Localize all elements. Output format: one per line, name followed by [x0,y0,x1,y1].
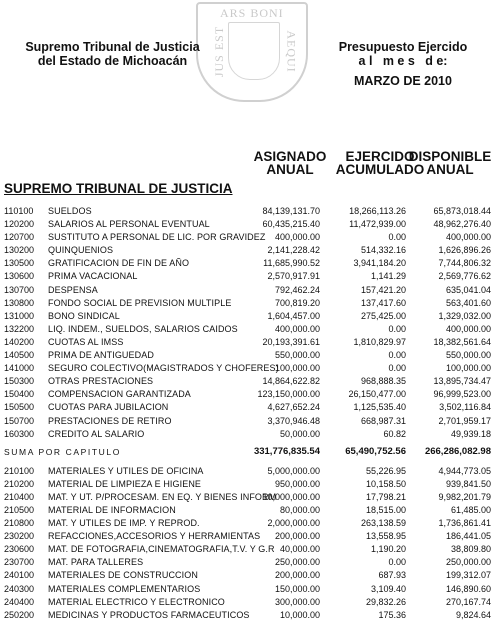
row-description: MATERIALES COMPLEMENTARIOS [48,583,201,594]
budget-group-1 [0,205,500,441]
row-description: MAT. DE FOTOGRAFIA,CINEMATOGRAFIA,T.V. Y G.R [48,544,275,555]
row-code: 120700 [4,232,35,243]
row-description: MATERIAL DE LIMPIEZA E HIGIENE [48,478,202,489]
row-code: 120200 [4,219,35,230]
row-disponible: 563,401.60 [445,297,491,308]
row-disponible: 1,329,032.00 [438,310,491,321]
row-code: 132200 [4,323,35,334]
row-code: 110100 [4,206,34,216]
report-period: MARZO DE 2010 [354,74,452,88]
table-row [0,530,500,543]
table-row [0,297,500,310]
row-ejercido: 29,832.26 [365,596,406,607]
row-code: 141000 [4,363,35,374]
column-header-line: EJERCIDO [345,149,415,164]
row-ejercido: 18,515.00 [365,504,406,515]
row-asignado: 792,462.24 [274,284,320,295]
row-asignado: 2,000,000.00 [267,518,320,529]
row-ejercido: 1,190.20 [370,544,406,555]
row-asignado: 10,000.00 [279,609,320,620]
table-row [0,583,500,596]
column-header-line: ANUAL [426,162,474,177]
row-code: 130200 [4,245,35,256]
row-ejercido: 0.00 [388,323,406,334]
row-ejercido: 175.36 [378,609,406,620]
table-row [0,257,500,270]
row-ejercido: 968,888.35 [360,376,406,387]
row-code: 140200 [4,336,35,347]
table-row [0,415,500,428]
row-disponible: 9,982,201.79 [438,491,491,502]
row-disponible: 270,167.74 [445,596,491,607]
row-ejercido: 55,226.95 [365,465,406,476]
row-description: SUSTITUTO A PERSONAL DE LIC. POR GRAVIDEZ [48,232,266,243]
row-asignado: 2,141,228.42 [267,245,320,256]
section-title: SUPREMO TRIBUNAL DE JUSTICIA [4,181,233,196]
row-disponible: 61,485.00 [450,504,491,515]
table-row [0,491,500,504]
row-asignado: 100,000.00 [274,363,320,374]
row-disponible: 550,000.00 [445,350,491,361]
row-description: PRIMA VACACIONAL [48,271,138,282]
table-row [0,609,500,622]
row-ejercido: 1,141.29 [370,271,406,282]
row-code: 210500 [4,504,35,515]
summary-asignado: 331,776,835.54 [253,445,320,457]
row-code: 150500 [4,402,35,413]
row-ejercido: 1,125,535.40 [353,402,406,413]
row-asignado: 1,604,457.00 [267,310,320,321]
table-row [0,284,500,297]
row-ejercido: 26,150,477.00 [348,389,406,400]
table-row [0,310,500,323]
table-row [0,428,500,441]
row-code: 150300 [4,376,35,387]
row-asignado: 123,150,000.00 [257,389,320,400]
row-code: 210200 [4,478,35,489]
row-description: LIQ. INDEM., SUELDOS, SALARIOS CAIDOS [48,323,238,334]
row-code: 230600 [4,544,35,555]
row-asignado: 200,000.00 [274,570,320,581]
row-disponible: 49,939.18 [450,428,491,439]
row-code: 130500 [4,258,35,269]
row-asignado: 700,819.20 [274,297,320,308]
table-row [0,362,500,375]
row-ejercido: 275,425.00 [360,310,406,321]
seal-text-right: AEQUI [284,30,299,73]
column-header-line: ACUMULADO [335,162,425,177]
row-description: CUOTAS PARA JUBILACION [48,402,169,413]
row-description: SUELDOS [48,206,92,216]
row-ejercido: 3,941,184.20 [353,258,406,269]
table-row [0,543,500,556]
row-asignado: 950,000.00 [274,478,320,489]
row-code: 130600 [4,271,35,282]
row-code: 160300 [4,428,35,439]
row-ejercido: 514,332.16 [360,245,406,256]
report-header [318,40,488,88]
summary-label: SUMA POR CAPITULO [4,446,121,457]
row-description: COMPENSACION GARANTIZADA [48,389,191,400]
table-row [0,323,500,336]
row-code: 130700 [4,284,35,295]
row-description: QUINQUENIOS [48,245,114,256]
table-row [0,205,500,218]
row-code: 150400 [4,389,35,400]
row-description: MAT. Y UT. P/PROCESAM. EN EQ. Y BIENES INFORM [48,491,277,502]
row-description: REFACCIONES,ACCESORIOS Y HERRAMIENTAS [48,531,261,542]
seal-shield [228,22,280,80]
row-disponible: 146,890.60 [445,583,491,594]
row-code: 130800 [4,297,35,308]
row-ejercido: 0.00 [388,363,406,374]
budget-group-2 [0,465,500,622]
table-row [0,375,500,388]
row-description: MATERIALES DE CONSTRUCCION [48,570,198,581]
row-asignado: 400,000.00 [274,232,320,243]
table-row [0,218,500,231]
row-description: MAT. PARA TALLERES [48,557,144,568]
row-asignado: 550,000.00 [274,350,320,361]
row-ejercido: 1,810,829.97 [353,336,406,347]
table-row [0,465,500,478]
row-disponible: 939,841.50 [445,478,491,489]
row-disponible: 65,873,018.44 [433,206,491,216]
row-asignado: 14,864,622.82 [262,376,320,387]
row-disponible: 100,000.00 [445,363,491,374]
row-asignado: 50,000.00 [279,428,320,439]
row-asignado: 150,000.00 [274,583,320,594]
row-disponible: 199,312.07 [445,570,491,581]
row-disponible: 250,000.00 [445,557,491,568]
row-code: 210800 [4,518,35,529]
row-ejercido: 18,266,113.26 [349,206,406,216]
row-description: OTRAS PRESTACIONES [48,376,154,387]
row-disponible: 9,824.64 [455,609,491,620]
table-row [0,388,500,401]
budget-table [0,205,500,622]
row-asignado: 84,139,131.70 [262,206,320,216]
row-code: 230700 [4,557,35,568]
row-ejercido: 17,798.21 [365,491,406,502]
row-code: 210400 [4,491,35,502]
row-ejercido: 137,417.60 [360,297,406,308]
row-asignado: 11,685,990.52 [263,258,320,269]
row-description: PRESTACIONES DE RETIRO [48,415,172,426]
row-disponible: 2,569,776.62 [438,271,491,282]
table-row [0,401,500,414]
summary-disponible: 266,286,082.98 [424,445,491,457]
institution-line-1: Supremo Tribunal de Justicia [25,40,200,54]
row-asignado: 2,570,917.91 [267,271,320,282]
row-description: MATERIAL DE INFORMACION [48,504,176,515]
report-title: Presupuesto Ejercido [338,40,468,54]
row-ejercido: 0.00 [388,232,406,243]
row-description: SEGURO COLECTIVO(MAGISTRADOS Y CHOFERES) [48,363,279,374]
row-ejercido: 0.00 [388,557,406,568]
row-asignado: 5,000,000.00 [267,465,320,476]
row-ejercido: 60.82 [383,428,406,439]
institution-header [0,40,225,68]
institution-line-2: del Estado de Michoacán [37,54,188,68]
row-code: 240300 [4,583,35,594]
table-row [0,244,500,257]
row-ejercido: 687.93 [378,570,406,581]
row-code: 240400 [4,596,35,607]
row-asignado: 3,370,946.48 [267,415,320,426]
row-asignado: 200,000.00 [274,531,320,542]
column-header-line: ASIGNADO [253,149,327,164]
row-disponible: 186,441.05 [445,531,491,542]
row-description: FONDO SOCIAL DE PREVISION MULTIPLE [48,297,232,308]
column-header-line: DISPONIBLE [408,149,492,164]
row-code: 250200 [4,609,35,620]
row-disponible: 96,999,523.00 [433,389,491,400]
row-disponible: 1,736,861.41 [438,518,491,529]
table-row [0,596,500,609]
row-description: SALARIOS AL PERSONAL EVENTUAL [48,219,210,230]
row-asignado: 300,000.00 [274,596,320,607]
table-row [0,231,500,244]
row-description: GRATIFICACION DE FIN DE AÑO [48,258,190,269]
row-disponible: 13,895,734.47 [433,376,491,387]
row-disponible: 18,382,561.64 [433,336,491,347]
row-ejercido: 157,421.20 [360,284,406,295]
row-description: DESPENSA [48,284,98,295]
row-description: MATERIAL ELECTRICO Y ELECTRONICO [48,596,225,607]
row-ejercido: 668,987.31 [360,415,406,426]
summary-ejercido: 65,490,752.56 [345,445,406,457]
row-description: MATERIALES Y UTILES DE OFICINA [48,465,204,476]
summary-row [0,445,500,459]
row-description: BONO SINDICAL [48,310,120,321]
row-description: MAT. Y UTILES DE IMP. Y REPROD. [48,518,200,529]
row-code: 240100 [4,570,35,581]
row-asignado: 40,000.00 [279,544,320,555]
column-header-disponible [395,150,500,176]
row-ejercido: 0.00 [388,350,406,361]
table-row [0,556,500,569]
row-disponible: 635,041.04 [445,284,491,295]
row-ejercido: 263,138.59 [360,518,406,529]
row-disponible: 2,701,959.17 [438,415,491,426]
table-row [0,517,500,530]
row-asignado: 400,000.00 [274,323,320,334]
row-description: CREDITO AL SALARIO [48,428,145,439]
row-code: 131000 [4,310,35,321]
row-ejercido: 3,109.40 [370,583,406,594]
row-disponible: 7,744,806.32 [438,258,491,269]
table-row [0,336,500,349]
row-ejercido: 13,558.95 [365,531,406,542]
row-asignado: 20,193,391.61 [262,336,320,347]
row-asignado: 80,000.00 [279,504,320,515]
row-disponible: 1,626,896.26 [438,245,491,256]
table-row [0,270,500,283]
row-code: 140500 [4,350,35,361]
row-asignado: 4,627,652.24 [267,402,320,413]
table-row [0,478,500,491]
row-ejercido: 10,158.50 [365,478,406,489]
row-code: 150700 [4,415,35,426]
row-code: 210100 [4,465,35,476]
table-row [0,569,500,582]
row-disponible: 400,000.00 [445,232,491,243]
row-disponible: 4,944,773.05 [438,465,491,476]
row-description: PRIMA DE ANTIGUEDAD [48,350,154,361]
row-asignado: 60,435,215.40 [262,219,320,230]
row-description: CUOTAS AL IMSS [48,336,124,347]
seal-text-top: ARS BONI [220,6,284,20]
row-asignado: 250,000.00 [274,557,320,568]
table-row [0,349,500,362]
row-asignado: 10,000,000.00 [262,491,320,502]
row-disponible: 38,809.80 [450,544,491,555]
row-code: 230200 [4,531,35,542]
report-period-label: a l m e s d e: [358,54,448,68]
row-disponible: 3,502,116.84 [439,402,491,413]
row-ejercido: 11,472,939.00 [349,219,406,230]
seal-text-left: JUS EST [212,25,227,78]
row-disponible: 48,962,276.40 [433,219,491,230]
table-row [0,504,500,517]
column-header-line: ANUAL [266,162,314,177]
row-description: MEDICINAS Y PRODUCTOS FARMACEUTICOS [48,609,250,620]
row-disponible: 400,000.00 [445,323,491,334]
